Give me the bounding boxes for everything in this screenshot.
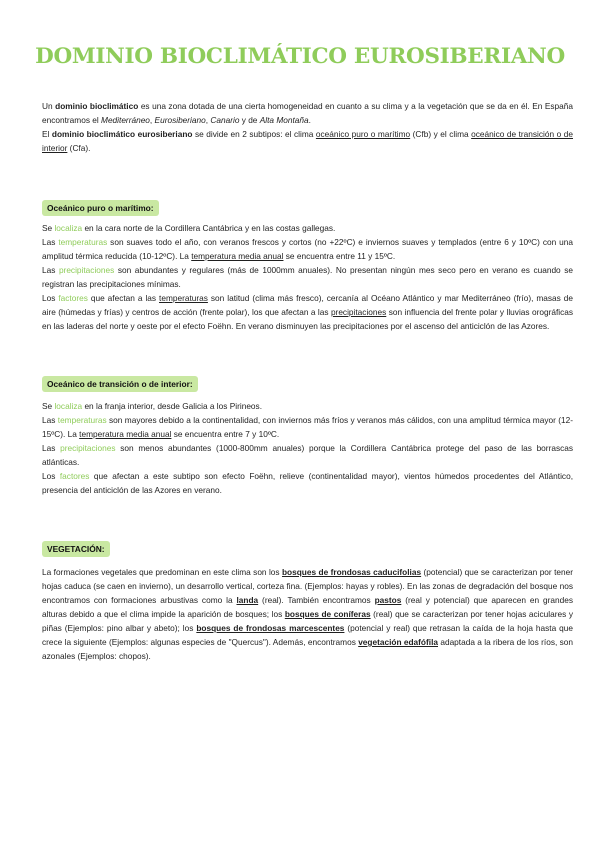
- text: Los: [42, 293, 59, 303]
- key-term: bosques de coníferas: [284, 609, 371, 619]
- text: Los: [42, 471, 60, 481]
- text: que afectan a este subtipo son efecto Foëhn, relieve (continentalidad mayor), vientos húmedos procedentes del Atlántico, presencia del anticiclón de las Azores en verano.: [42, 471, 573, 495]
- text: El: [42, 129, 52, 139]
- text: y de: [239, 115, 260, 125]
- text: .: [308, 115, 311, 125]
- maritimo-factores: [42, 291, 573, 333]
- text: son latitud (clima más fresco), cercanía al Océano Atlántico y mar Mediterráneo (frío), masas de aire (húmedas y frías) y centros de acción (frente polar), los que afectan a las: [42, 293, 573, 317]
- italic-term: Eurosiberiano: [154, 115, 206, 125]
- text: (real) que se caracterizan por tener hojas aciculares y piñas (Ejemplos: pino albar y abeto); los: [42, 609, 573, 633]
- text: son mayores debido a la continentalidad, con inviernos más fríos y veranos más cálidos, con una amplitud térmica mayor (12-15ºC). La: [42, 415, 573, 439]
- underlined-term: temperaturas: [159, 293, 208, 303]
- text: son suaves todo el año, con veranos frescos y cortos (no +22ºC) e inviernos suaves y templados (entre 6 y 10ºC) con una amplitud térmica reducida (10-12ºC). La: [42, 237, 574, 261]
- italic-term: Canario: [210, 115, 240, 125]
- intro-section: [42, 99, 573, 155]
- italic-term: Mediterráneo: [101, 115, 150, 125]
- text: son abundantes y regulares (más de 1000mm anuales). No presentan ningún mes seco pero en verano es cuando se registran las precipitaciones mínimas.: [42, 265, 573, 289]
- keyword: factores: [59, 471, 90, 481]
- keyword: localiza: [54, 223, 83, 233]
- text: Un: [42, 101, 56, 111]
- keyword: temperaturas: [58, 237, 108, 247]
- text: Se: [42, 401, 55, 411]
- text: Las: [42, 415, 58, 425]
- italic-term: Alta Montaña: [259, 115, 309, 125]
- vegetacion-paragraph: [42, 565, 573, 663]
- text: La formaciones vegetales que predominan en este clima son los: [42, 567, 282, 577]
- section-interior: [42, 399, 573, 497]
- section-heading-maritimo: Oceánico puro o marítimo:: [42, 200, 159, 216]
- interior-factores: [42, 469, 573, 497]
- text: Las: [42, 237, 59, 247]
- text: son menos abundantes (1000-800mm anuales) porque la Cordillera Cantábrica protege del paso de las borrascas atlánticas.: [42, 443, 574, 467]
- maritimo-temperaturas: [42, 235, 573, 263]
- keyword: factores: [58, 293, 88, 303]
- interior-temperaturas: [42, 413, 573, 441]
- interior-precipitaciones: [42, 441, 573, 469]
- key-term: bosques de frondosas caducifolias: [281, 567, 422, 577]
- intro-paragraph-2: [42, 127, 573, 155]
- bold-term: dominio bioclimático eurosiberiano: [51, 129, 193, 139]
- maritimo-precipitaciones: [42, 263, 573, 291]
- text: se encuentra entre 7 y 10ºC.: [171, 429, 280, 439]
- section-vegetacion: [42, 565, 573, 663]
- keyword: localiza: [54, 401, 83, 411]
- text: ,: [205, 115, 211, 125]
- underlined-term: oceánico puro o marítimo: [315, 129, 411, 139]
- text: (potencial y real) que retrasan la caída de la hoja hasta que crece la siguiente (Ejemplos: algunas especies de "Quercus"). Además, encontramos: [42, 623, 573, 647]
- keyword: precipitaciones: [58, 265, 115, 275]
- section-maritimo: [42, 221, 573, 333]
- underlined-term: oceánico de transición o de interior: [42, 129, 573, 153]
- underlined-term: precipitaciones: [330, 307, 387, 317]
- text: Las: [42, 443, 61, 453]
- text: (real y potencial) que aparecen en grandes alturas debido a que el clima impide la aparición de bosques; los: [42, 595, 574, 619]
- text: son influencia del frente polar y lluvias orográficas en las laderas del norte y oeste por el efecto Foëhn. En verano disminuyen las precipitaciones por el ascenso del anticiclón de las Azores.: [42, 307, 574, 331]
- key-term: pastos: [374, 595, 402, 605]
- page-title: DOMINIO BIOCLIMÁTICO EUROSIBERIANO: [35, 44, 565, 69]
- text: se divide en 2 subtipos: el clima: [192, 129, 316, 139]
- text: en la franja interior, desde Galicia a los Pirineos.: [82, 401, 263, 411]
- text: se encuentra entre 11 y 15ºC.: [283, 251, 396, 261]
- text: (real). También encontramos: [258, 595, 375, 605]
- keyword: precipitaciones: [60, 443, 116, 453]
- text: es una zona dotada de una cierta homogeneidad en cuanto a su clima y a la vegetación que se da en él. En España encontramos el: [42, 101, 573, 125]
- underlined-term: temperatura media anual: [191, 251, 284, 261]
- key-term: landa: [236, 595, 259, 605]
- text: que afectan a las: [87, 293, 160, 303]
- maritimo-localiza: [42, 221, 573, 235]
- text: (Cfb) y el clima: [410, 129, 472, 139]
- section-heading-vegetacion: VEGETACIÓN:: [42, 541, 110, 557]
- intro-paragraph-1: [42, 99, 573, 127]
- keyword: temperaturas: [57, 415, 107, 425]
- underlined-term: temperatura media anual: [79, 429, 172, 439]
- interior-localiza: [42, 399, 573, 413]
- section-heading-interior: Oceánico de transición o de interior:: [42, 376, 198, 392]
- text: en la cara norte de la Cordillera Cantábrica y en las costas gallegas.: [82, 223, 336, 233]
- key-term: vegetación edafófila: [358, 637, 438, 647]
- text: ,: [149, 115, 155, 125]
- bold-term: dominio bioclimático: [55, 101, 139, 111]
- key-term: bosques de frondosas marcescentes: [196, 623, 345, 633]
- text: adaptada a la ribera de los ríos, son azonales (Ejemplos: chopos).: [42, 637, 573, 661]
- text: Las: [42, 265, 59, 275]
- text: Se: [42, 223, 55, 233]
- text: (potencial) que se caracterizan por tener hojas caduca (se caen en invierno), un desarrollo vertical, corteza fina. (Ejemplos: hayas y robles). En las zonas de degradación del bosque nos encontramos con formaciones arbustivas como la: [42, 567, 574, 605]
- text: (Cfa).: [67, 143, 91, 153]
